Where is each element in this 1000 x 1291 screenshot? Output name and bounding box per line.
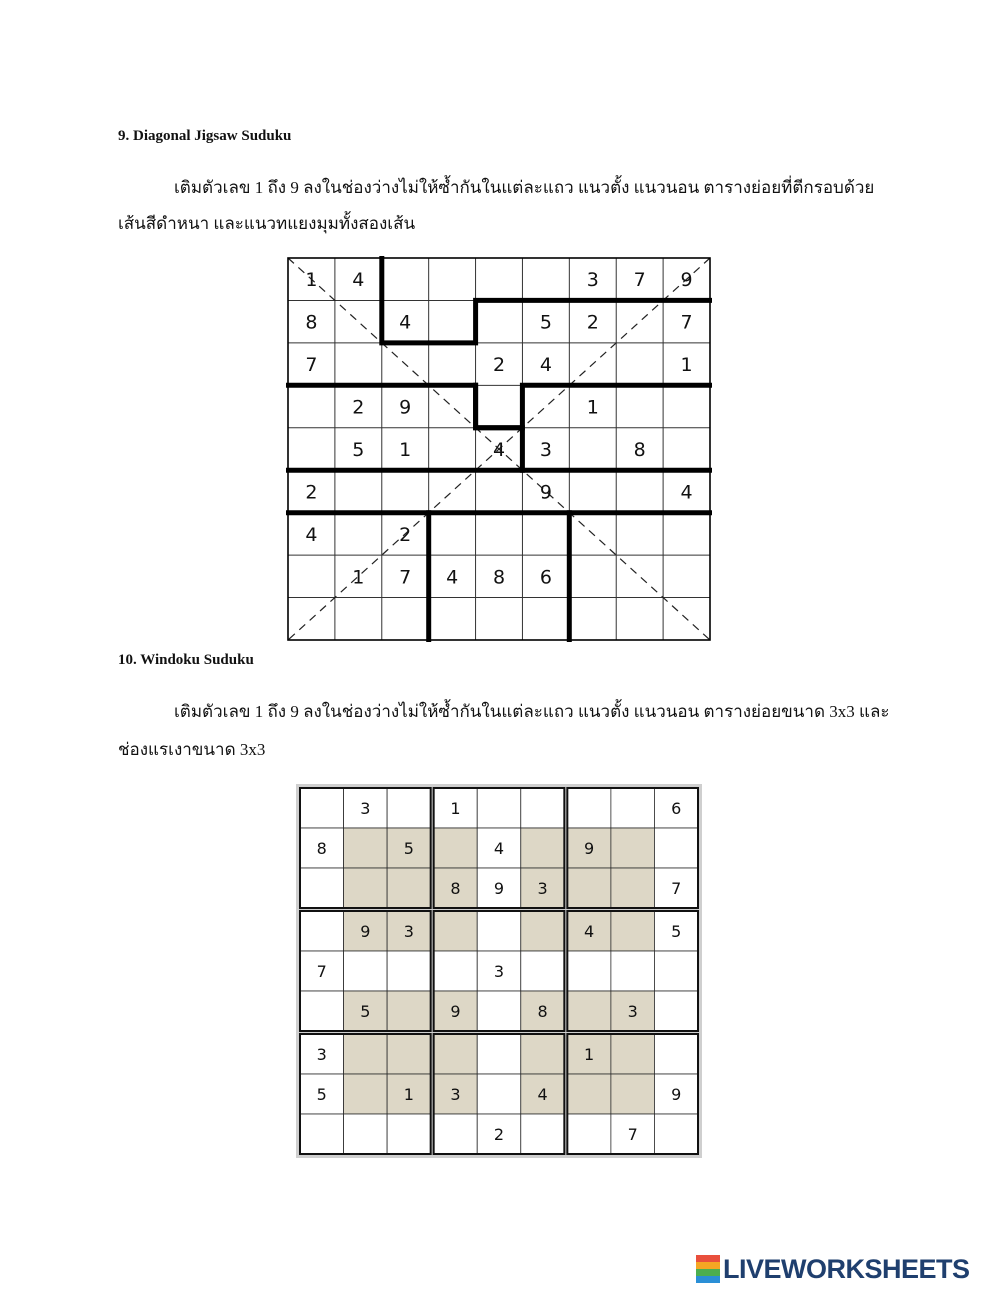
windoku-cell-r7c3[interactable] (387, 1034, 431, 1074)
jigsaw-cell-r9c8[interactable] (616, 598, 663, 640)
windoku-cell-r9c4[interactable] (434, 1114, 478, 1154)
windoku-cell-r1c5[interactable] (477, 788, 521, 828)
jigsaw-cell-r4c5[interactable] (476, 385, 523, 427)
windoku-cell-r2c2[interactable] (344, 828, 388, 868)
windoku-cell-r2c4[interactable] (434, 828, 478, 868)
section-10-instruction-line-1: เติมตัวเลข 1 ถึง 9 ลงในช่องว่างไม่ให้ซ้ำกันในแต่ละแถว แนวตั้ง แนวนอน ตารางย่อยขนาด 3x3 และ (174, 702, 890, 721)
jigsaw-given-number: 1 (586, 396, 599, 419)
jigsaw-cell-r9c7[interactable] (569, 598, 616, 640)
windoku-cell-r6c1[interactable] (300, 991, 344, 1031)
windoku-sudoku-grid[interactable] (296, 784, 702, 1158)
windoku-given-number: 9 (671, 1085, 682, 1104)
jigsaw-cell-r2c5[interactable] (476, 300, 523, 342)
windoku-given-number: 4 (584, 922, 595, 941)
windoku-cell-r6c5[interactable] (477, 991, 521, 1031)
windoku-cell-r6c7[interactable] (567, 991, 611, 1031)
jigsaw-cell-r9c3[interactable] (382, 598, 429, 640)
windoku-given-number: 9 (360, 922, 371, 941)
jigsaw-cell-r4c9[interactable] (663, 385, 710, 427)
windoku-cell-r6c3[interactable] (387, 991, 431, 1031)
windoku-cell-r4c6[interactable] (521, 911, 565, 951)
windoku-given-number: 3 (493, 962, 505, 981)
jigsaw-given-number: 4 (352, 269, 365, 292)
windoku-cell-r5c4[interactable] (434, 951, 478, 991)
jigsaw-cell-r9c5[interactable] (476, 598, 523, 640)
jigsaw-cell-r5c7[interactable] (569, 428, 616, 470)
jigsaw-given-number: 7 (305, 354, 318, 377)
jigsaw-given-number: 5 (352, 439, 365, 461)
windoku-given-number: 5 (316, 1085, 327, 1104)
windoku-given-number: 1 (584, 1045, 595, 1064)
jigsaw-given-number: 7 (680, 311, 693, 334)
windoku-cell-r3c2[interactable] (344, 868, 388, 908)
windoku-given-number: 7 (671, 879, 682, 898)
windoku-cell-r5c2[interactable] (344, 951, 388, 991)
jigsaw-cell-r9c4[interactable] (429, 598, 476, 640)
windoku-given-number: 7 (627, 1125, 638, 1144)
jigsaw-cell-r5c9[interactable] (663, 428, 710, 470)
windoku-given-number: 5 (360, 1002, 371, 1021)
windoku-given-number: 9 (493, 879, 505, 898)
jigsaw-cell-r1c6[interactable] (522, 258, 569, 300)
jigsaw-given-number: 2 (492, 354, 506, 377)
jigsaw-given-number: 2 (399, 523, 412, 546)
windoku-cell-r6c9[interactable] (654, 991, 698, 1031)
section-9-instruction-line-1: เติมตัวเลข 1 ถึง 9 ลงในช่องว่างไม่ให้ซ้ำกันในแต่ละแถว แนวตั้ง แนวนอน ตารางย่อยที่ตีกรอบด้วย (174, 178, 875, 197)
jigsaw-given-number: 2 (586, 311, 599, 334)
logo-mark-icon (696, 1255, 720, 1283)
windoku-cell-r8c5[interactable] (477, 1074, 521, 1114)
windoku-cell-r5c3[interactable] (387, 951, 431, 991)
jigsaw-cell-r2c4[interactable] (429, 300, 476, 342)
liveworksheets-logo (696, 1252, 970, 1286)
windoku-given-number: 7 (316, 962, 327, 981)
jigsaw-given-number: 7 (633, 269, 646, 292)
windoku-cell-r7c5[interactable] (477, 1034, 521, 1074)
jigsaw-cell-r8c7[interactable] (569, 555, 616, 597)
jigsaw-cell-r3c4[interactable] (429, 343, 476, 385)
jigsaw-cell-r6c8[interactable] (616, 470, 663, 512)
jigsaw-cell-r7c6[interactable] (522, 513, 569, 555)
windoku-cell-r4c8[interactable] (611, 911, 655, 951)
jigsaw-cell-r7c8[interactable] (616, 513, 663, 555)
windoku-given-number: 9 (584, 839, 595, 858)
diagonal-jigsaw-sudoku-grid[interactable] (286, 256, 712, 642)
windoku-given-number: 4 (537, 1085, 548, 1104)
jigsaw-cell-r1c4[interactable] (429, 258, 476, 300)
jigsaw-cell-r6c2[interactable] (335, 470, 382, 512)
windoku-cell-r8c8[interactable] (611, 1074, 655, 1114)
jigsaw-given-number: 8 (492, 566, 506, 589)
windoku-given-number: 1 (450, 799, 461, 818)
jigsaw-cell-r5c1[interactable] (288, 428, 335, 470)
windoku-cell-r1c7[interactable] (567, 788, 611, 828)
windoku-cell-r9c6[interactable] (521, 1114, 565, 1154)
logo-text: LIVEWORKSHEETS (723, 1253, 970, 1284)
jigsaw-given-number: 1 (352, 566, 365, 589)
jigsaw-given-number: 6 (539, 566, 552, 589)
windoku-cell-r9c2[interactable] (344, 1114, 388, 1154)
jigsaw-given-number: 4 (492, 439, 506, 461)
jigsaw-given-number: 4 (399, 311, 412, 334)
jigsaw-cell-r4c8[interactable] (616, 385, 663, 427)
windoku-given-number: 1 (403, 1085, 414, 1104)
windoku-cell-r4c5[interactable] (477, 911, 521, 951)
jigsaw-given-number: 8 (633, 439, 646, 461)
windoku-cell-r2c8[interactable] (611, 828, 655, 868)
jigsaw-given-number: 3 (539, 439, 552, 461)
windoku-cell-r7c4[interactable] (434, 1034, 478, 1074)
windoku-given-number: 3 (360, 799, 371, 818)
jigsaw-cell-r6c5[interactable] (476, 470, 523, 512)
jigsaw-given-number: 8 (305, 311, 318, 334)
jigsaw-cell-r1c5[interactable] (476, 258, 523, 300)
windoku-cell-r8c2[interactable] (344, 1074, 388, 1114)
windoku-given-number: 4 (493, 839, 505, 858)
jigsaw-given-number: 1 (680, 354, 693, 377)
windoku-given-number: 5 (671, 922, 682, 941)
jigsaw-given-number: 9 (539, 481, 552, 504)
jigsaw-cell-r9c2[interactable] (335, 598, 382, 640)
jigsaw-cell-r7c9[interactable] (663, 513, 710, 555)
jigsaw-cell-r8c9[interactable] (663, 555, 710, 597)
section-10-instruction-line-2: ช่องแรเงาขนาด 3x3 (118, 740, 266, 759)
jigsaw-cell-r3c8[interactable] (616, 343, 663, 385)
windoku-cell-r5c9[interactable] (654, 951, 698, 991)
windoku-cell-r1c1[interactable] (300, 788, 344, 828)
jigsaw-cell-r7c5[interactable] (476, 513, 523, 555)
jigsaw-given-number: 1 (399, 439, 412, 461)
jigsaw-cell-r7c2[interactable] (335, 513, 382, 555)
jigsaw-cell-r9c6[interactable] (522, 598, 569, 640)
windoku-cell-r9c7[interactable] (567, 1114, 611, 1154)
jigsaw-given-number: 1 (305, 269, 318, 292)
jigsaw-cell-r8c1[interactable] (288, 555, 335, 597)
windoku-cell-r5c7[interactable] (567, 951, 611, 991)
jigsaw-given-number: 3 (586, 269, 599, 292)
windoku-cell-r7c9[interactable] (654, 1034, 698, 1074)
windoku-cell-r1c3[interactable] (387, 788, 431, 828)
section-9-heading: 9. Diagonal Jigsaw Suduku (118, 128, 292, 144)
jigsaw-given-number: 4 (680, 481, 693, 504)
windoku-given-number: 2 (493, 1125, 505, 1144)
windoku-given-number: 3 (537, 879, 548, 898)
jigsaw-cell-r7c4[interactable] (429, 513, 476, 555)
jigsaw-given-number: 2 (305, 481, 318, 504)
windoku-cell-r5c8[interactable] (611, 951, 655, 991)
windoku-cell-r3c7[interactable] (567, 868, 611, 908)
windoku-cell-r2c6[interactable] (521, 828, 565, 868)
windoku-cell-r3c1[interactable] (300, 868, 344, 908)
jigsaw-given-number: 4 (446, 566, 459, 589)
windoku-cell-r5c6[interactable] (521, 951, 565, 991)
jigsaw-given-number: 4 (305, 523, 318, 546)
windoku-given-number: 8 (450, 879, 461, 898)
windoku-cell-r1c8[interactable] (611, 788, 655, 828)
windoku-given-number: 3 (403, 922, 414, 941)
windoku-given-number: 9 (450, 1002, 461, 1021)
windoku-cell-r7c8[interactable] (611, 1034, 655, 1074)
windoku-cell-r2c9[interactable] (654, 828, 698, 868)
jigsaw-given-number: 9 (399, 396, 412, 419)
windoku-given-number: 3 (627, 1002, 638, 1021)
jigsaw-cell-r1c3[interactable] (382, 258, 429, 300)
windoku-cell-r7c6[interactable] (521, 1034, 565, 1074)
jigsaw-given-number: 2 (352, 396, 365, 419)
windoku-cell-r9c3[interactable] (387, 1114, 431, 1154)
jigsaw-given-number: 9 (680, 269, 693, 292)
windoku-given-number: 3 (316, 1045, 327, 1064)
windoku-cell-r1c6[interactable] (521, 788, 565, 828)
windoku-given-number: 8 (316, 839, 327, 858)
windoku-cell-r4c4[interactable] (434, 911, 478, 951)
windoku-given-number: 8 (537, 1002, 548, 1021)
jigsaw-cell-r6c3[interactable] (382, 470, 429, 512)
jigsaw-cell-r5c4[interactable] (429, 428, 476, 470)
jigsaw-given-number: 4 (539, 354, 552, 377)
jigsaw-cell-r3c2[interactable] (335, 343, 382, 385)
jigsaw-given-number: 7 (399, 566, 412, 589)
windoku-cell-r8c7[interactable] (567, 1074, 611, 1114)
jigsaw-cell-r6c7[interactable] (569, 470, 616, 512)
windoku-given-number: 3 (450, 1085, 461, 1104)
windoku-cell-r3c3[interactable] (387, 868, 431, 908)
windoku-given-number: 5 (403, 839, 414, 858)
windoku-cell-r9c1[interactable] (300, 1114, 344, 1154)
windoku-cell-r9c9[interactable] (654, 1114, 698, 1154)
windoku-cell-r3c8[interactable] (611, 868, 655, 908)
jigsaw-given-number: 5 (539, 311, 552, 334)
jigsaw-cell-r4c1[interactable] (288, 385, 335, 427)
section-10-heading: 10. Windoku Suduku (118, 652, 254, 668)
windoku-cell-r4c1[interactable] (300, 911, 344, 951)
windoku-cell-r7c2[interactable] (344, 1034, 388, 1074)
windoku-given-number: 6 (671, 799, 682, 818)
section-9-instruction-line-2: เส้นสีดำหนา และแนวทแยงมุมทั้งสองเส้น (118, 214, 416, 233)
